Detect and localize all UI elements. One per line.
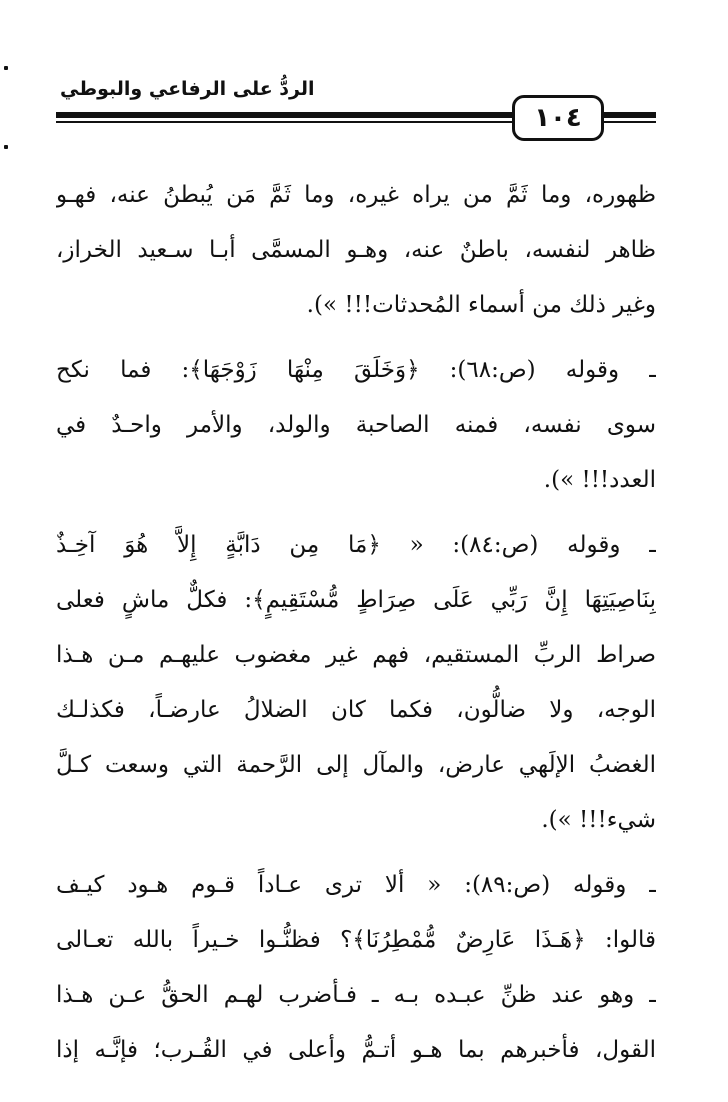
text-line: ظاهر لنفسه، باطنٌ عنه، وهـو المسمَّى أبـا سـعيد الخراز، (56, 237, 656, 263)
body-text (56, 168, 656, 1078)
text-line: ـ وهو عند ظنِّ عبـده بـه ـ فـأضرب لهـم الحقُّ عـن هـذا (56, 982, 656, 1008)
text-line: ـ وقوله (ص:٨٩): « ألا ترى عـاداً قـوم هـود كيـف (56, 872, 656, 898)
header-rule-right (604, 112, 656, 118)
running-title: الردُّ على الرفاعي والبوطي (60, 78, 315, 100)
text-line: ـ وقوله (ص:٨٤): « ﴿مَا مِن دَابَّةٍ إِلاَّ هُوَ آخِـذٌ (56, 532, 656, 558)
header-rule (56, 112, 516, 118)
text-line: سوى نفسه، فمنه الصاحبة والولد، والأمر واحـدٌ في (56, 412, 656, 438)
text-line: الوجه، ولا ضالُّون، فكما كان الضلالُ عارضـاً، فكذلـك (56, 697, 656, 723)
text-line: قالوا: ﴿هَـذَا عَارِضٌ مُّمْطِرُنَا﴾؟ فظنُّـوا خـيراً بالله تعـالى (56, 927, 656, 953)
page-number-box (512, 95, 604, 141)
text-line: ظهوره، وما ثَمَّ من يراه غيره، وما ثَمَّ مَن يُبطنُ عنه، فهـو (56, 182, 656, 208)
text-line: صراط الربِّ المستقيم، فهم غير مغضوب عليهـم مـن هـذا (56, 642, 656, 668)
text-line: العدد!!! »). (543, 467, 656, 493)
header-rule-thin (56, 121, 516, 123)
text-line: القول، فأخبرهم بما هـو أتـمُّ وأعلى في القُـرب؛ فإنَّـه إذا (56, 1037, 656, 1063)
text-line: بِنَاصِيَتِهَا إِنَّ رَبِّي عَلَى صِرَاطٍ مُّسْتَقِيمٍ﴾: فكلٌّ ماشٍ فعلى (56, 587, 656, 613)
paragraph-gap (56, 508, 656, 518)
page-number: ١٠٤ (534, 103, 582, 133)
text-line: وغير ذلك من أسماء المُحدثات!!! »). (306, 292, 656, 318)
text-line: ـ وقوله (ص:٦٨): ﴿وَخَلَقَ مِنْهَا زَوْجَهَا﴾: فما نكح (56, 357, 656, 383)
text-line: شيء!!! »). (541, 807, 656, 833)
text-line: الغضبُ الإلَهي عارض، والمآل إلى الرَّحمة التي وسعت كـلَّ (56, 752, 656, 778)
paragraph-gap (56, 333, 656, 343)
header-rule-right-thin (604, 121, 656, 123)
margin-mark (4, 66, 8, 70)
paragraph-gap (56, 848, 656, 858)
margin-mark (4, 145, 8, 149)
